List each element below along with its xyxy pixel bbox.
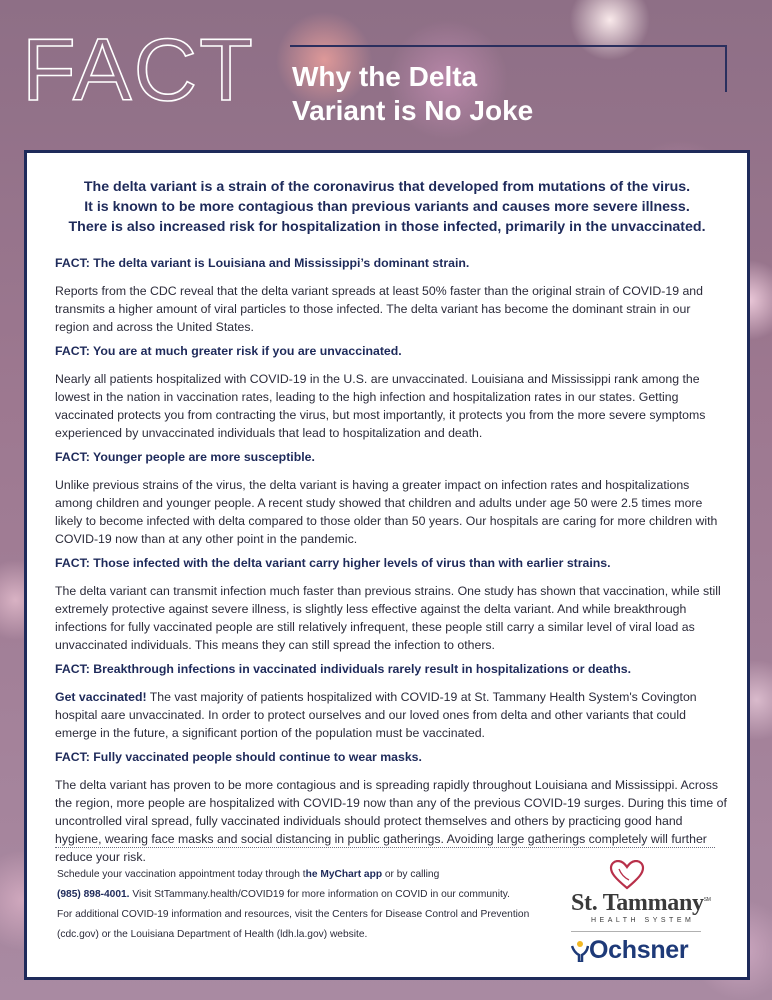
fact-body-text: The vast majority of patients hospitalized with COVID-19 at St. Tammany Health System's Covington hospital aare unvaccinated. In order to protect ourselves and our loved ones from delta and other variants that could emerge in the future, a significant portion of the population must be vaccinated. [55,690,697,740]
get-vaccinated-lead: Get vaccinated! [55,690,147,704]
intro-line: The delta variant is a strain of the coronavirus that developed from mutations of the virus. [83,179,691,195]
fact-body: The delta variant can transmit infection much faster than previous strains. One study has shown that vaccination, while still extremely protective against severe illness, is slightly less effective against the delta variant. And while breakthrough infections for fully vaccinated people are still relatively infrequent, these people still carry a similar level of viral load as unvaccinated individuals. This means they can still spread the infection to others. [55,584,721,652]
footer-line-3: For additional COVID-19 information and resources, visit the Centers for Disease Control and Prevention [57,909,530,920]
st-tammany-name: St. Tammany [571,890,704,916]
fact-sections [55,254,727,872]
fact-body [55,688,727,742]
content-panel [24,150,750,980]
fact-heading: FACT: Those infected with the delta variant carry higher levels of virus than with earlier strains. [55,556,611,570]
fact-body: Reports from the CDC reveal that the delta variant spreads at least 50% faster than the original strain of COVID-19 and transmits a higher amount of viral particles to those infected. The delta variant has become the dominant strain in our region and across the United States. [55,284,703,334]
footer-line-2 [57,885,557,905]
service-mark: SM [703,897,711,903]
logo-separator [571,931,701,932]
page-title-line-1: Why the Delta [292,61,478,92]
intro-line: There is also increased risk for hospitalization in those infected, primarily in the unvaccinated. [68,219,706,235]
fact-heading: FACT: Fully vaccinated people should continue to wear masks. [55,750,422,764]
fact-body: The delta variant has proven to be more contagious and is spreading rapidly throughout Louisiana and Mississippi. Across the region, more people are hospitalized with COVID-19 now than any of the previous COVID-19 surges. During this time of uncontrolled viral spread, fully vaccinated individuals should protect themselves and others by practicing good hand hygiene, wearing face masks and social distancing in public gatherings. Avoiding large gatherings completely will further reduce your risk. [55,778,727,864]
footer-text: or by calling [382,869,440,880]
fact-body: Unlike previous strains of the virus, the delta variant is having a greater impact on infection rates and hospitalizations among children and younger people. A recent study showed that children and adults under age 50 were 2.5 times more likely to become infected with delta compared to those older than 50 years. Our hospitals are caring for more children with COVID-19 now than at any other point in the pandemic. [55,478,718,546]
st-tammany-logo-name [571,890,711,917]
fact-body: Nearly all patients hospitalized with COVID-19 in the U.S. are unvaccinated. Louisiana and Mississippi rank among the lowest in the nation in vaccination rates, leading to the high infection and hospitalization rates in our states. Getting vaccinated protects you from contracting the virus, but most importantly, it protects you from the more severe symptoms experienced by unvaccinated individuals that lead to hospitalization and death. [55,372,706,440]
header-rule-vertical [725,45,727,92]
logo-area [557,860,727,970]
intro-line: It is known to be more contagious than previous variants and causes more severe illness. [84,199,690,215]
page-title-line-2: Variant is No Joke [292,95,534,126]
phone-number[interactable]: (985) 898-4001. [57,889,130,900]
fact-wordmark: FACT [22,20,255,119]
footer-line-4: (cdc.gov) or the Louisiana Department of Health (ldh.la.gov) website. [57,929,368,940]
page-title [292,60,533,128]
footer-text: Schedule your vaccination appointment today through t [57,869,306,880]
mychart-link[interactable]: he MyChart app [305,869,383,880]
intro-summary [27,177,747,237]
fact-heading: FACT: The delta variant is Louisiana and Mississippi’s dominant strain. [55,256,470,270]
fact-heading: FACT: Younger people are more susceptible. [55,450,315,464]
fact-heading: FACT: Breakthrough infections in vaccinated individuals rarely result in hospitalizations or deaths. [55,662,632,676]
footer-info [57,865,557,945]
footer-text: Visit StTammany.health/COVID19 for more information on COVID in our community. [129,889,510,900]
ochsner-logo-name: Ochsner [589,936,689,964]
footer-line-1 [57,865,557,885]
st-tammany-logo-subtitle: HEALTH SYSTEM [591,917,695,924]
dotted-divider [55,847,715,848]
fact-heading: FACT: You are at much greater risk if you are unvaccinated. [55,344,402,358]
header-rule-horizontal [290,45,727,47]
heart-icon [609,860,645,890]
ochsner-figure-icon [571,940,589,962]
